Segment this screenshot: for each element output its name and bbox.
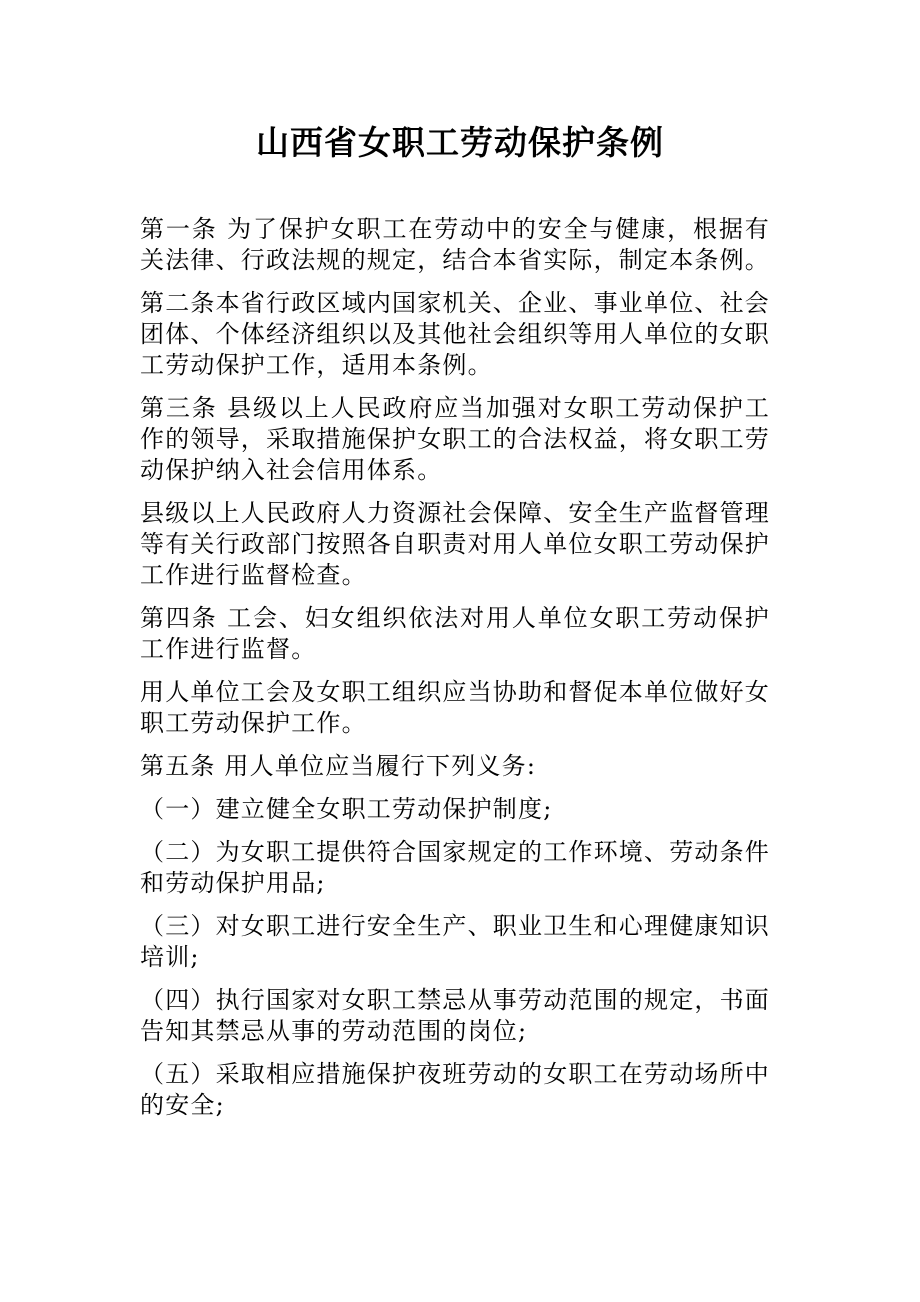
article-5-paragraph: 第五条 用人单位应当履行下列义务:: [140, 752, 537, 780]
article-3-clause-2-paragraph: 县级以上人民政府人力资源社会保障、安全生产监督管理等有关行政部门按照各自职责对用人单位女职工劳动保护工作进行监督检查。: [140, 499, 770, 589]
article-5-item-2: （二）为女职工提供符合国家规定的工作环境、劳动条件和劳动保护用品;: [140, 838, 770, 897]
document-title: 山西省女职工劳动保护条例: [256, 123, 664, 162]
article-5-item-5: （五）采取相应措施保护夜班劳动的女职工在劳动场所中的安全;: [140, 1060, 770, 1119]
article-4-paragraph: 第四条 工会、妇女组织依法对用人单位女职工劳动保护工作进行监督。: [140, 604, 770, 663]
article-1-paragraph: 第一条 为了保护女职工在劳动中的安全与健康，根据有关法律、行政法规的规定，结合本省实际，制定本条例。: [140, 215, 770, 274]
article-3-paragraph: 第三条 县级以上人民政府应当加强对女职工劳动保护工作的领导，采取措施保护女职工的合法权益，将女职工劳动保护纳入社会信用体系。: [140, 394, 770, 484]
article-5-item-1: （一）建立健全女职工劳动保护制度;: [140, 795, 553, 823]
article-4-clause-2-paragraph: 用人单位工会及女职工组织应当协助和督促本单位做好女职工劳动保护工作。: [140, 678, 770, 737]
article-5-item-4: （四）执行国家对女职工禁忌从事劳动范围的规定，书面告知其禁忌从事的劳动范围的岗位;: [140, 986, 770, 1045]
article-2-paragraph: 第二条本省行政区域内国家机关、企业、事业单位、社会团体、个体经济组织以及其他社会组织等用人单位的女职工劳动保护工作，适用本条例。: [140, 289, 770, 379]
article-5-item-3: （三）对女职工进行安全生产、职业卫生和心理健康知识培训;: [140, 912, 770, 971]
